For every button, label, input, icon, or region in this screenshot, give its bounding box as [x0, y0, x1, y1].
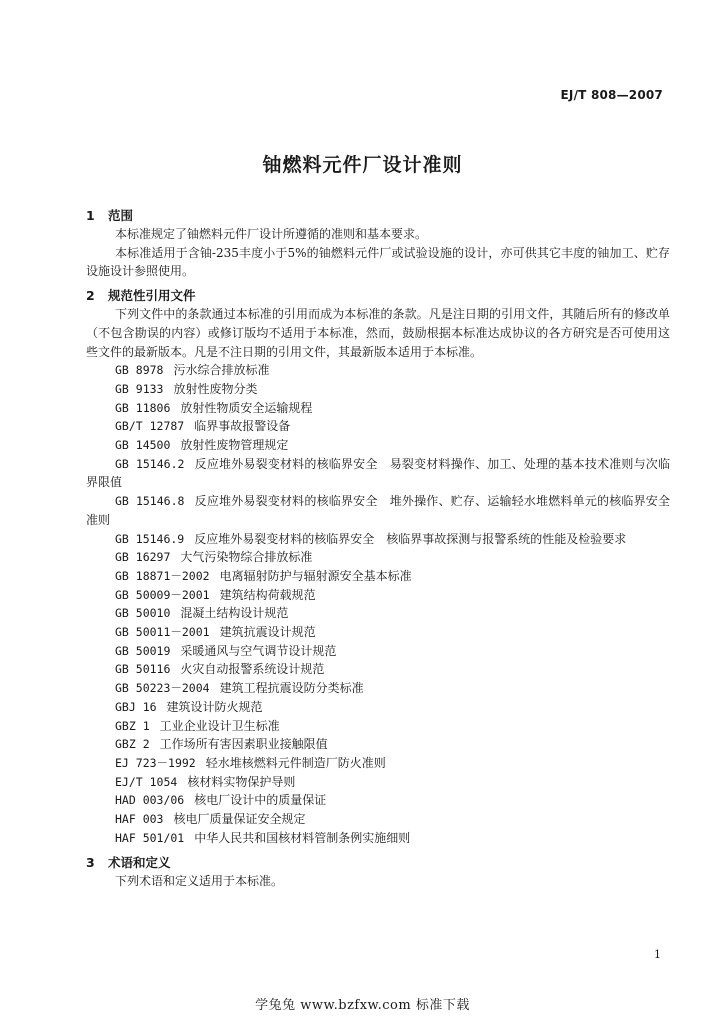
- reference-title: 建筑抗震设计规范: [219, 625, 316, 640]
- reference-item: [86, 660, 670, 679]
- reference-code: HAD 003/06: [115, 793, 185, 808]
- reference-code: EJ 723－1992: [115, 755, 196, 770]
- reference-title: 放射性物质安全运输规程: [180, 400, 313, 415]
- reference-item: [86, 567, 670, 586]
- reference-code: GBJ 16: [115, 699, 157, 714]
- section-title: 术语和定义: [108, 854, 171, 870]
- reference-item: [86, 829, 670, 848]
- reference-code: GB 8978: [115, 363, 164, 378]
- reference-item: [86, 455, 670, 492]
- reference-code: GB 50019: [115, 643, 171, 658]
- reference-code: GB 18871－2002: [115, 568, 210, 583]
- section-number: 2: [86, 288, 95, 304]
- reference-title: 污水综合排放标准: [173, 363, 270, 378]
- reference-title: 放射性废物分类: [173, 381, 258, 396]
- reference-title: 核电厂质量保证安全规定: [173, 812, 306, 827]
- reference-title: 轻水堆核燃料元件制造厂防火准则: [205, 755, 386, 770]
- reference-item: [86, 492, 670, 529]
- section-1-paragraph: 本标准适用于含铀-235丰度小于5%的铀燃料元件厂或试验设施的设计，亦可供其它丰度的铀加工、贮存设施设计参照使用。: [86, 245, 670, 279]
- document-body: [86, 207, 670, 890]
- reference-title: 反应堆外易裂变材料的核临界安全 堆外操作、贮存、运输轻水堆燃料单元的核临界安全准则: [86, 494, 670, 527]
- reference-item: [86, 399, 670, 418]
- reference-item: [86, 623, 670, 642]
- reference-code: GB 50010: [115, 606, 171, 621]
- reference-code: GB 50009－2001: [115, 587, 210, 602]
- reference-code: GB 16297: [115, 550, 171, 565]
- reference-item: [86, 361, 670, 380]
- reference-code: GB 9133: [115, 381, 164, 396]
- reference-item: [86, 642, 670, 661]
- reference-item: [86, 586, 670, 605]
- section-1-paragraph: 本标准规定了铀燃料元件厂设计所遵循的准则和基本要求。: [115, 227, 428, 241]
- reference-title: 建筑结构荷载规范: [219, 587, 316, 602]
- reference-item: [86, 530, 670, 549]
- reference-code: GBZ 1: [115, 718, 150, 733]
- section-2-heading: [86, 287, 670, 305]
- reference-title: 放射性废物管理规定: [180, 438, 289, 453]
- reference-title: 采暖通风与空气调节设计规范: [180, 643, 337, 658]
- reference-title: 火灾自动报警系统设计规范: [180, 662, 325, 677]
- reference-code: GBZ 2: [115, 737, 150, 752]
- reference-item: [86, 548, 670, 567]
- page-number: 1: [654, 948, 661, 961]
- section-title: 范围: [108, 208, 134, 223]
- reference-code: EJ/T 1054: [115, 774, 178, 789]
- reference-item: [86, 679, 670, 698]
- section-number: 1: [86, 208, 95, 223]
- watermark-footer: 学兔兔 www.bzfxw.com 标准下载: [255, 998, 470, 1013]
- reference-title: 核材料实物保护导则: [187, 774, 296, 789]
- reference-item: [86, 436, 670, 455]
- reference-item: [86, 735, 670, 754]
- reference-item: [86, 754, 670, 773]
- reference-item: [86, 698, 670, 717]
- reference-title: 电离辐射防护与辐射源安全基本标准: [219, 568, 412, 583]
- reference-code: GB 50223－2004: [115, 681, 210, 696]
- reference-list: [86, 361, 670, 847]
- reference-code: GB 11806: [115, 400, 171, 415]
- section-1-heading: [86, 207, 670, 225]
- reference-title: 建筑设计防火规范: [166, 699, 263, 714]
- reference-item: [86, 604, 670, 623]
- document-title: 铀燃料元件厂设计准则: [262, 154, 463, 176]
- reference-title: 反应堆外易裂变材料的核临界安全 核临界事故探测与报警系统的性能及检验要求: [194, 531, 627, 546]
- reference-code: GB 50011－2001: [115, 625, 210, 640]
- section-title: 规范性引用文件: [108, 288, 196, 304]
- reference-item: [86, 417, 670, 436]
- reference-code: HAF 003: [115, 812, 164, 827]
- reference-code: GB 15146.9: [115, 531, 185, 546]
- section-3-paragraph: 下列术语和定义适用于本标准。: [115, 873, 284, 888]
- reference-title: 混凝土结构设计规范: [180, 606, 289, 621]
- section-3-heading: [86, 854, 670, 872]
- reference-title: 核电厂设计中的质量保证: [194, 793, 327, 808]
- reference-item: [86, 773, 670, 792]
- reference-code: GB 50116: [115, 662, 171, 677]
- reference-item: [86, 380, 670, 399]
- reference-item: [86, 810, 670, 829]
- reference-code: GB 15146.8: [115, 494, 185, 509]
- reference-code: HAF 501/01: [115, 830, 185, 845]
- reference-code: GB 15146.2: [115, 456, 185, 471]
- reference-item: [86, 717, 670, 736]
- reference-title: 建筑工程抗震设防分类标准: [219, 681, 364, 696]
- reference-title: 临界事故报警设备: [194, 419, 291, 434]
- reference-title: 工业企业设计卫生标准: [159, 718, 280, 733]
- reference-code: GB/T 12787: [115, 419, 185, 434]
- reference-title: 反应堆外易裂变材料的核临界安全 易裂变材料操作、加工、处理的基本技术准则与次临界限值: [86, 456, 670, 490]
- standard-code: EJ/T 808—2007: [560, 88, 663, 102]
- section-2-intro: 下列文件中的条款通过本标准的引用而成为本标准的条款。凡是注日期的引用文件，其随后所有的修改单（不包含勘误的内容）或修订版均不适用于本标准，然而，鼓励根据本标准达成协议的各方研究是否可使用这些文件的最新版本。凡是不注日期的引用文件，其最新版本适用于本标准。: [86, 307, 670, 359]
- reference-title: 大气污染物综合排放标准: [180, 550, 313, 565]
- reference-title: 中华人民共和国核材料管制条例实施细则: [194, 830, 411, 845]
- reference-item: [86, 791, 670, 810]
- reference-code: GB 14500: [115, 438, 171, 453]
- reference-title: 工作场所有害因素职业接触限值: [159, 737, 328, 752]
- section-number: 3: [86, 854, 95, 870]
